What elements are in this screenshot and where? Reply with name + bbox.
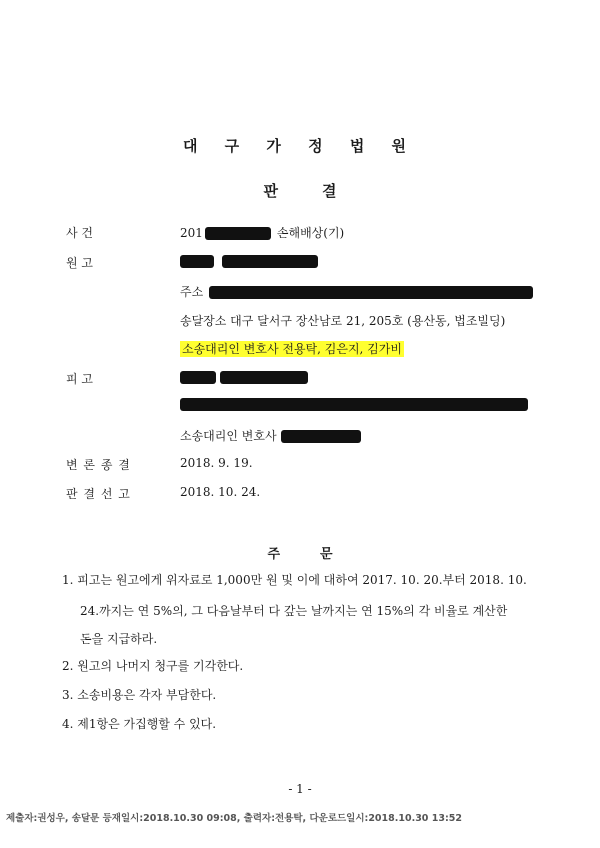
defendant-counsel xyxy=(180,427,361,444)
plaintiff-name xyxy=(180,254,318,268)
plaintiff-address xyxy=(180,283,533,300)
order-item-1-line2: 24.까지는 연 5%의, 그 다음날부터 다 갚는 날까지는 연 15%의 각 비율로 계산한 xyxy=(80,604,508,618)
redaction-bar xyxy=(209,286,533,299)
redaction-bar xyxy=(281,430,361,443)
order-title xyxy=(0,543,600,562)
order-title-char-2: 문 xyxy=(320,547,333,562)
order-item-2: 2. 원고의 나머지 청구를 기각한다. xyxy=(62,659,244,673)
title-char-2: 결 xyxy=(322,182,337,200)
case-number-prefix: 201 xyxy=(180,226,203,240)
argument-end-date: 2018. 9. 19. xyxy=(180,456,253,470)
case-value xyxy=(180,224,344,241)
case-label: 사 건 xyxy=(66,226,93,240)
defendant-counsel-label: 소송대리인 변호사 xyxy=(180,429,277,443)
order-item-3: 3. 소송비용은 각자 부담한다. xyxy=(62,688,217,702)
plaintiff-counsel xyxy=(180,340,404,357)
redaction-bar xyxy=(222,255,318,268)
plaintiff-label: 원 고 xyxy=(66,256,93,270)
case-name: 손해배상(기) xyxy=(276,226,345,240)
title-char-1: 판 xyxy=(263,182,278,200)
document-title xyxy=(0,180,600,201)
order-title-char-1: 주 xyxy=(267,547,280,562)
redaction-bar xyxy=(205,227,271,240)
defendant-address xyxy=(180,397,528,411)
defendant-label: 피 고 xyxy=(66,372,93,386)
order-item-1-line1: 1. 피고는 원고에게 위자료로 1,000만 원 및 이에 대하여 2017. 10. 20.부터 2018. 10. xyxy=(62,573,527,587)
page-number: - 1 - xyxy=(288,782,312,796)
judgment-date-label: 판 결 선 고 xyxy=(66,487,131,501)
redaction-bar xyxy=(180,398,528,411)
redaction-bar xyxy=(180,255,214,268)
address-label: 주소 xyxy=(180,285,204,299)
service-place: 송달장소 대구 달서구 장산남로 21, 205호 (용산동, 법조빌딩) xyxy=(180,314,506,328)
redaction-bar xyxy=(220,371,308,384)
defendant-name xyxy=(180,370,308,384)
redaction-bar xyxy=(180,371,216,384)
order-item-1-line3: 돈을 지급하라. xyxy=(80,632,158,646)
court-name: 대 구 가 정 법 원 xyxy=(182,137,418,155)
argument-end-label: 변 론 종 결 xyxy=(66,458,131,472)
download-footer: 제출자:권성우, 송달문 등재일시:2018.10.30 09:08, 출력자:전용탁, 다운로드일시:2018.10.30 13:52 xyxy=(6,813,462,824)
plaintiff-counsel-highlight: 소송대리인 변호사 전용탁, 김은지, 김가비 xyxy=(182,342,402,356)
order-item-4: 4. 제1항은 가집행할 수 있다. xyxy=(62,717,217,731)
judgment-date: 2018. 10. 24. xyxy=(180,485,261,499)
